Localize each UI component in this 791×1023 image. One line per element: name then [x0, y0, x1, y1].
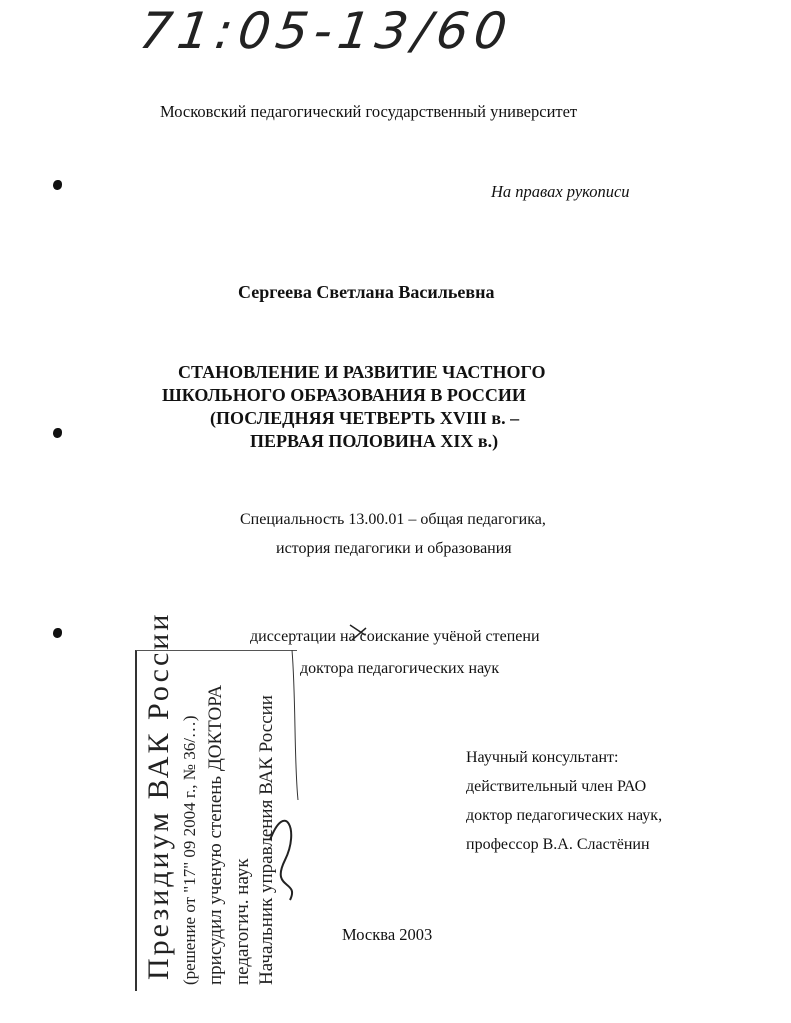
- stamp-line-3: присудил ученую степень ДОКТОРА: [205, 684, 226, 985]
- punch-hole-mark: [53, 180, 62, 190]
- university-name: Московский педагогический государственный университет: [160, 102, 578, 121]
- handwritten-archive-code: 71:05-13/60: [135, 2, 517, 60]
- degree-line-1: диссертации на соискание учёной степени: [250, 628, 540, 645]
- specialty-line-2: история педагогики и образования: [276, 540, 512, 557]
- stamp-line-2: (решение от "17" 09 2004 г., № 36/…): [180, 715, 199, 985]
- author-name: Сергеева Светлана Васильевна: [238, 282, 495, 302]
- stamp-line-1: Президиум ВАК России: [142, 611, 175, 980]
- dissertation-title-line-3: (ПОСЛЕДНЯЯ ЧЕТВЕРТЬ XVIII в. –: [210, 408, 520, 428]
- consultant-rank: действительный член РАО: [466, 778, 647, 795]
- city-year: Москва 2003: [342, 925, 433, 944]
- punch-hole-mark: [53, 628, 62, 638]
- stamp-line-5: Начальник управления ВАК России: [256, 695, 277, 985]
- dissertation-title-line-4: ПЕРВАЯ ПОЛОВИНА XIX в.): [250, 431, 499, 451]
- consultant-label: Научный консультант:: [466, 749, 619, 766]
- punch-hole-mark: [53, 428, 62, 438]
- degree-line-2: доктора педагогических наук: [300, 660, 500, 677]
- dissertation-title-line-1: СТАНОВЛЕНИЕ И РАЗВИТИЕ ЧАСТНОГО: [178, 362, 546, 382]
- specialty-line-1: Специальность 13.00.01 – общая педагогика,: [240, 511, 546, 528]
- stamp-line-4: педагогич. наук: [232, 858, 253, 985]
- consultant-name: профессор В.А. Сластёнин: [466, 836, 650, 853]
- rights-note: На правах рукописи: [491, 182, 630, 201]
- dissertation-title-line-2: ШКОЛЬНОГО ОБРАЗОВАНИЯ В РОССИИ: [162, 385, 526, 405]
- consultant-degree: доктор педагогических наук,: [466, 807, 663, 824]
